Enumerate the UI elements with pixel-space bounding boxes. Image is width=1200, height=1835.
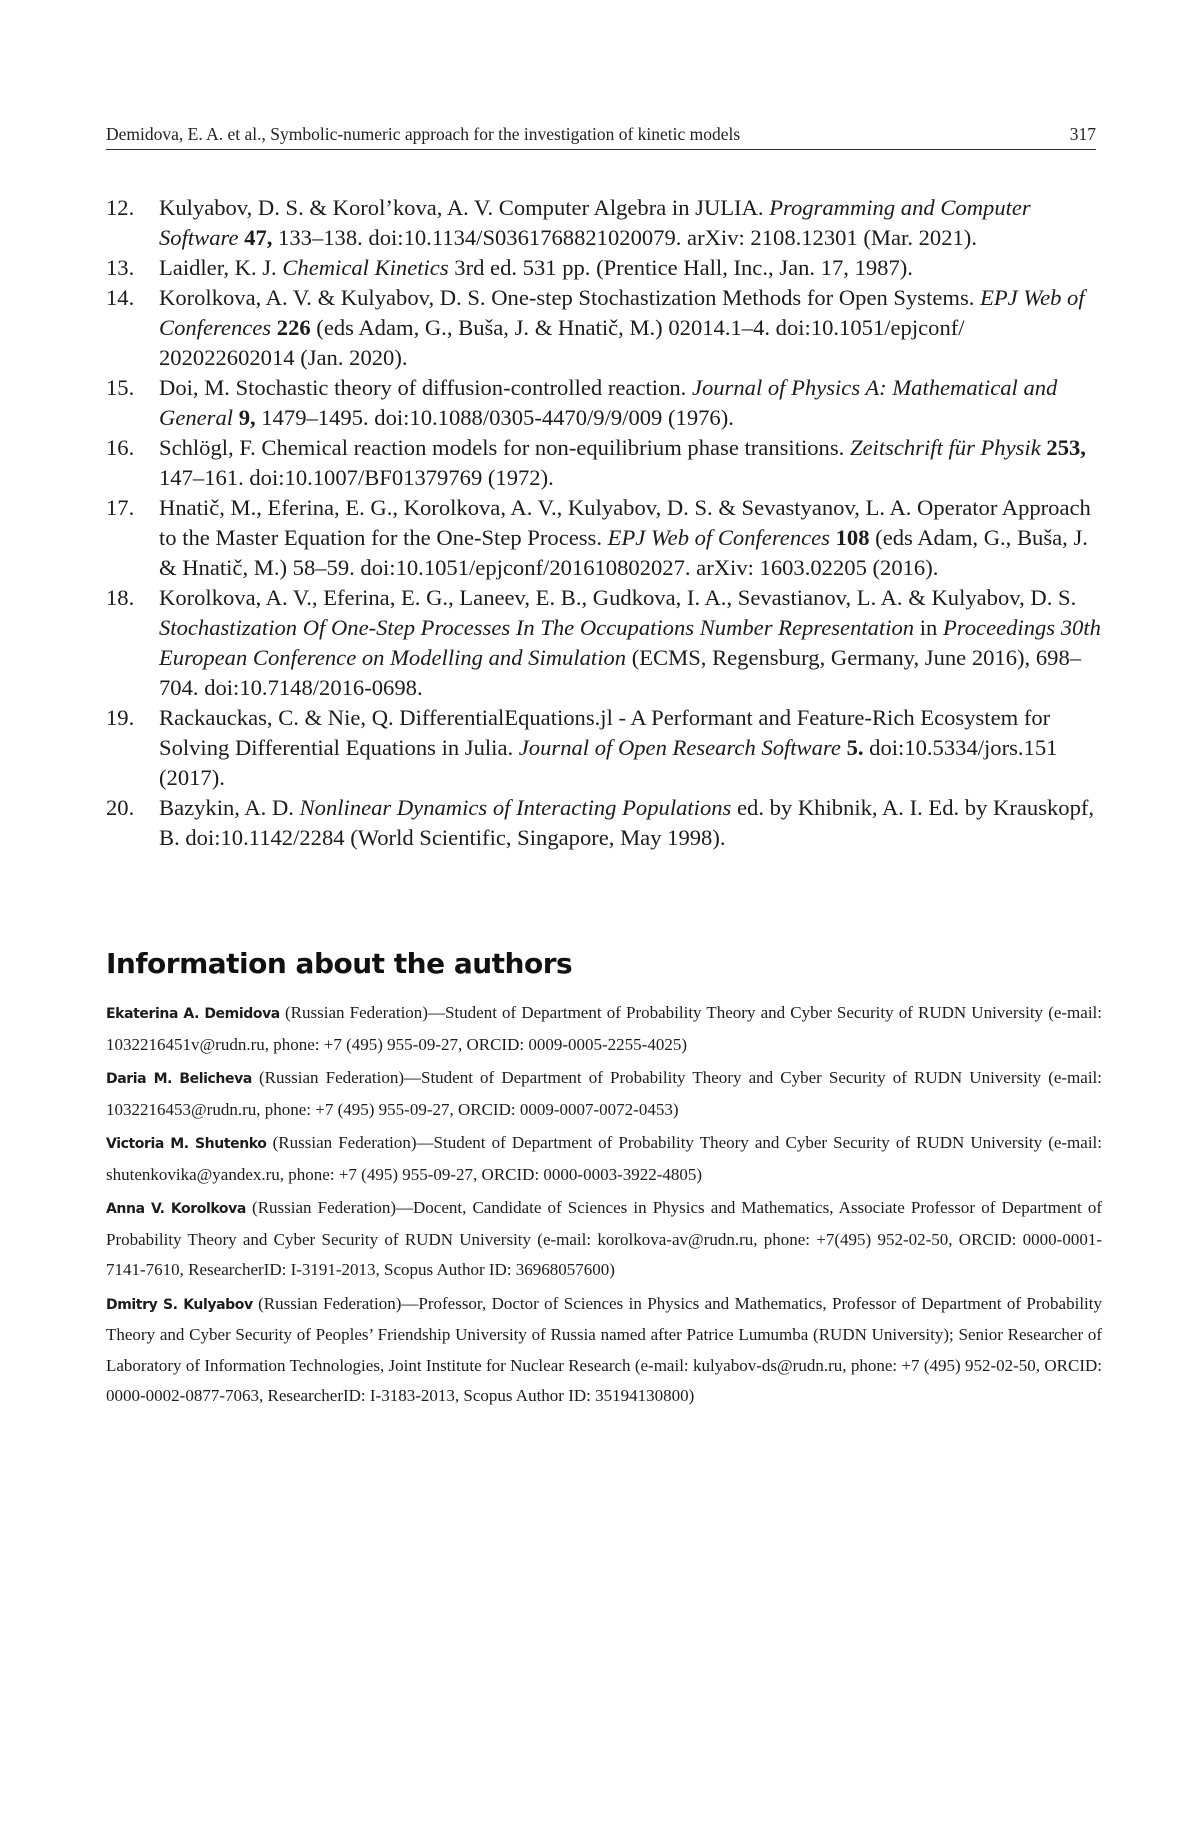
reference-list <box>106 193 1102 853</box>
reference-bold-text: 226 <box>276 315 311 340</box>
reference-text: (eds Adam, G., Buša, J. & Hnatič, M.) 58–59. doi:10.1051/epjconf/201610802027. arXiv: 1603.02205 (2016). <box>159 525 1088 580</box>
author-entry <box>106 1063 1102 1125</box>
author-entry <box>106 1193 1102 1286</box>
reference-item <box>106 373 1102 433</box>
reference-italic-text: EPJ Web of Conferences <box>607 525 830 550</box>
reference-italic-text: Chemical Kinetics <box>282 255 449 280</box>
reference-bold-text: 9, <box>238 405 256 430</box>
author-description: (Russian Federation)—Student of Department of Probability Theory and Cyber Security of RUDN University (e-mail: shutenkovika@yandex.ru, phone: +7 (495) 955-09-27, ORCID: 0000-0003-3922-4805) <box>106 1133 1102 1184</box>
reference-item <box>106 193 1102 253</box>
reference-text: Schlögl, F. Chemical reaction models for non-equilibrium phase transitions. <box>159 435 850 460</box>
reference-item <box>106 793 1102 853</box>
reference-italic-text: Journal of Open Research Software <box>518 735 841 760</box>
reference-number: 15. <box>106 375 135 400</box>
reference-text: Doi, M. Stochastic theory of diffusion-controlled reaction. <box>159 375 692 400</box>
author-name: Dmitry S. Kulyabov <box>106 1296 253 1313</box>
author-entry <box>106 1128 1102 1190</box>
reference-number: 17. <box>106 495 135 520</box>
section-title: Information about the authors <box>106 947 573 980</box>
reference-italic-text: Proceedings 30th European Conference on Modelling and Simulation <box>159 615 1101 670</box>
page-number: 317 <box>1069 124 1096 144</box>
author-entry <box>106 998 1102 1060</box>
reference-italic-text: EPJ Web of Conferences <box>159 285 1085 340</box>
reference-number: 13. <box>106 255 135 280</box>
reference-italic-text: Nonlinear Dynamics of Interacting Populations <box>299 795 732 820</box>
reference-item <box>106 703 1102 793</box>
running-title: Demidova, E. A. et al., Symbolic-numeric approach for the investigation of kinetic models <box>106 124 741 144</box>
reference-text: Korolkova, A. V. & Kulyabov, D. S. One-step Stochastization Methods for Open Systems. <box>159 285 981 310</box>
author-description: (Russian Federation)—Student of Department of Probability Theory and Cyber Security of RUDN University (e-mail: 1032216453@rudn.ru, phone: +7 (495) 955-09-27, ORCID: 0009-0007-0072-0453) <box>106 1068 1102 1119</box>
reference-bold-text: 5. <box>846 735 864 760</box>
reference-bold-text: 253, <box>1046 435 1086 460</box>
reference-number: 12. <box>106 195 135 220</box>
reference-text: (eds Adam, G., Buša, J. & Hnatič, M.) 02014.1–4. doi:10.1051/epjconf/ 202022602014 (Jan. 2020). <box>159 315 965 370</box>
reference-bold-text: 47, <box>244 225 273 250</box>
reference-item <box>106 283 1102 373</box>
reference-text: in <box>914 615 943 640</box>
author-description: (Russian Federation)—Docent, Candidate of Sciences in Physics and Mathematics, Associate Professor of Department of Probability Theory and Cyber Security of RUDN University (e-mail: korolkova-av@rudn.ru, phone: +7(495) 952-02-50, ORCID: 0000-0001-7141-7610, ResearcherID: I-3191-2013, Scopus Author ID: 36968057600) <box>106 1198 1102 1279</box>
reference-text: Hnatič, M., Eferina, E. G., Korolkova, A. V., Kulyabov, D. S. & Sevastyanov, L. A. Operator Approach to the Master Equation for the One-Step Process. <box>159 495 1091 550</box>
reference-italic-text: Stochastization Of One-Step Processes In The Occupations Number Representation <box>159 615 915 640</box>
reference-text: ed. by Khibnik, A. I. Ed. by Krauskopf, B. doi:10.1142/2284 (World Scientific, Singapore, May 1998). <box>159 795 1095 850</box>
reference-text: doi:10.5334/jors.151 (2017). <box>159 735 1058 790</box>
author-info-list <box>106 998 1102 1415</box>
reference-number: 18. <box>106 585 135 610</box>
reference-text: 3rd ed. 531 pp. (Prentice Hall, Inc., Jan. 17, 1987). <box>448 255 913 280</box>
reference-text: Laidler, K. J. <box>159 255 283 280</box>
reference-number: 14. <box>106 285 135 310</box>
reference-item <box>106 253 1102 283</box>
reference-text: 1479–1495. doi:10.1088/0305-4470/9/9/009 (1976). <box>255 405 734 430</box>
author-name: Anna V. Korolkova <box>106 1201 246 1217</box>
reference-text: Rackauckas, C. & Nie, Q. DifferentialEquations.jl - A Performant and Feature-Rich Ecosystem for Solving Differential Equations in Julia. <box>159 705 1051 760</box>
reference-italic-text: Journal of Physics A: Mathematical and General <box>159 375 1058 430</box>
reference-italic-text: Programming and Computer Software <box>159 195 1031 250</box>
reference-text: Kulyabov, D. S. & Korol’kova, A. V. Computer Algebra in JULIA. <box>159 195 770 220</box>
reference-number: 19. <box>106 705 135 730</box>
reference-italic-text: Zeitschrift für Physik <box>849 435 1041 460</box>
author-name: Victoria M. Shutenko <box>106 1136 267 1152</box>
reference-text: (ECMS, Regensburg, Germany, June 2016), 698–704. doi:10.7148/2016-0698. <box>159 645 1082 700</box>
reference-number: 16. <box>106 435 135 460</box>
reference-text: 147–161. doi:10.1007/BF01379769 (1972). <box>159 465 554 490</box>
reference-text: 133–138. doi:10.1134/S0361768821020079. arXiv: 2108.12301 (Mar. 2021). <box>272 225 977 250</box>
reference-text: Bazykin, A. D. <box>159 795 300 820</box>
running-header <box>106 123 1096 150</box>
author-name: Daria M. Belicheva <box>106 1071 252 1087</box>
author-description: (Russian Federation)—Professor, Doctor of Sciences in Physics and Mathematics, Professor of Department of Probability Theory and Cyber Security of Peoples’ Friendship University of Russia named after Patrice Lumumba (RUDN University); Senior Researcher of Laboratory of Information Technologies, Joint Institute for Nuclear Research (e-mail: kulyabov-ds@rudn.ru, phone: +7 (495) 952-02-50, ORCID: 0000-0002-0877-7063, ResearcherID: I-3183-2013, Scopus Author ID: 35194130800) <box>106 1293 1102 1405</box>
reference-bold-text: 108 <box>835 525 870 550</box>
author-description: (Russian Federation)—Student of Department of Probability Theory and Cyber Security of RUDN University (e-mail: 1032216451v@rudn.ru, phone: +7 (495) 955-09-27, ORCID: 0009-0005-2255-4025) <box>106 1003 1102 1054</box>
reference-item <box>106 433 1102 493</box>
reference-item <box>106 583 1102 703</box>
reference-number: 20. <box>106 795 135 820</box>
author-entry <box>106 1289 1102 1412</box>
reference-item <box>106 493 1102 583</box>
author-name: Ekaterina A. Demidova <box>106 1006 280 1022</box>
reference-text: Korolkova, A. V., Eferina, E. G., Laneev, E. B., Gudkova, I. A., Sevastianov, L. A. & Kulyabov, D. S. <box>159 585 1077 610</box>
